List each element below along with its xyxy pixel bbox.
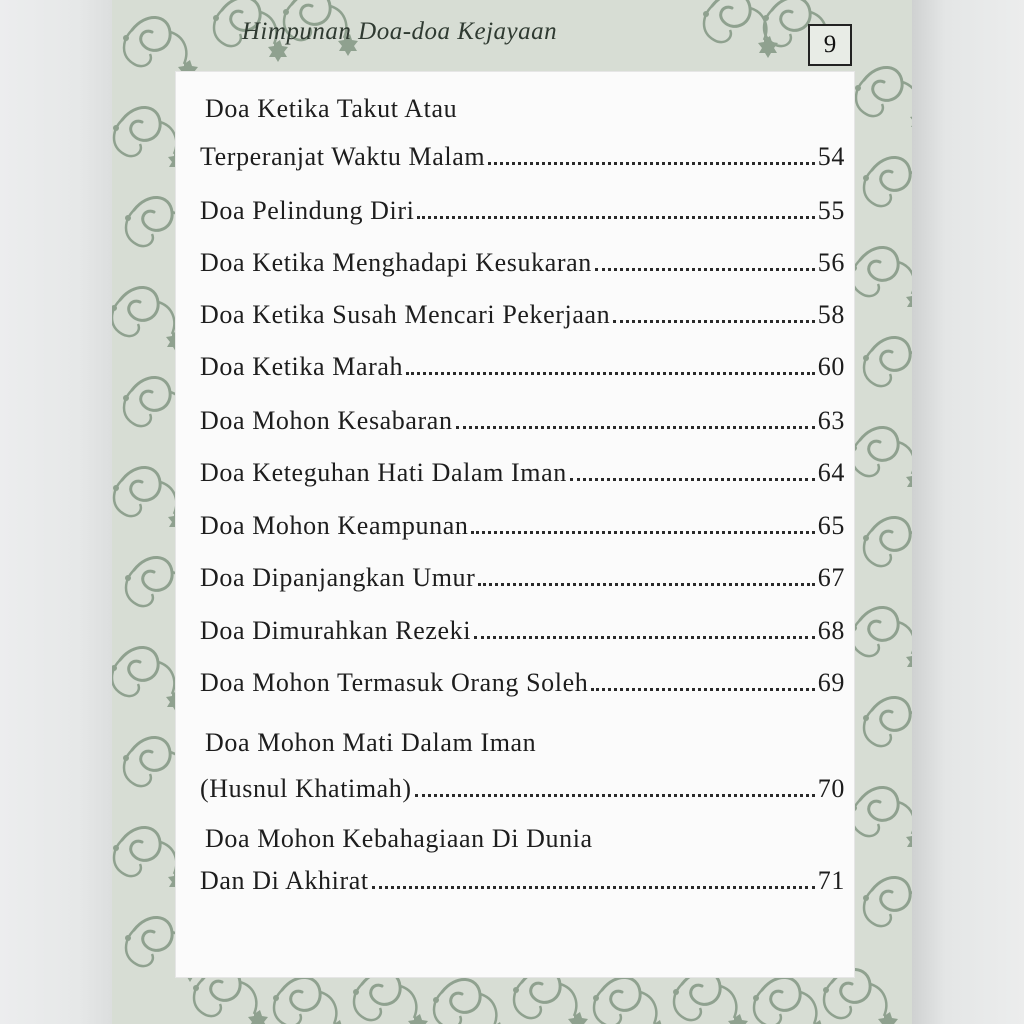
toc-entry [200,452,845,488]
toc-entry [200,505,845,541]
toc-entry [200,557,845,593]
toc-entry [200,346,845,382]
dot-leader [456,426,815,429]
dot-leader [417,216,814,219]
toc-entry-title: Doa Ketika Susah Mencari Pekerjaan [200,300,611,329]
toc-page-number: 54 [817,142,845,171]
toc-entry [200,860,845,896]
toc-entry-title: Doa Mohon Termasuk Orang Soleh [200,668,589,697]
toc-entry-title: Doa Mohon Keampunan [200,511,469,540]
toc-page-number: 60 [817,352,845,381]
toc-page-number: 68 [817,616,845,645]
toc-entry-line1 [205,722,850,758]
toc-page-number: 58 [817,300,845,329]
toc-page-number: 64 [817,458,845,487]
page-number: 9 [808,24,852,66]
toc-entry-title: Doa Mohon Kebahagiaan Di Dunia [205,824,593,853]
toc-entry [200,190,845,226]
toc-entry-title: Doa Dipanjangkan Umur [200,563,476,592]
dot-leader [406,372,815,375]
toc-entry-title: (Husnul Khatimah) [200,774,412,803]
toc-page-number: 55 [817,196,845,225]
toc-page-number: 69 [817,668,845,697]
toc-entry-line1 [205,88,850,124]
toc-entry [200,400,845,436]
toc-page-number: 63 [817,406,845,435]
toc-entry-title: Doa Dimurahkan Rezeki [200,616,472,645]
toc-entry [200,242,845,278]
running-header-title: Himpunan Doa-doa Kejayaan [241,18,558,45]
toc-entry [200,136,845,172]
dot-leader [478,583,814,586]
toc-entry-title: Dan Di Akhirat [200,866,369,895]
toc-entry [200,662,845,698]
toc-page-number: 56 [817,248,845,277]
toc-entry-title: Terperanjat Waktu Malam [200,142,486,171]
book-edge-right [912,0,1024,1024]
toc-entry-title: Doa Ketika Menghadapi Kesukaran [200,248,592,277]
dot-leader [595,268,815,271]
toc-entry [200,294,845,330]
dot-leader [471,531,814,534]
toc-page-number: 67 [817,563,845,592]
dot-leader [474,636,815,639]
toc-entry-title: Doa Mohon Kesabaran [200,406,453,435]
toc-entry-title: Doa Keteguhan Hati Dalam Iman [200,458,567,487]
toc-entry [200,768,845,804]
toc-entry-title: Doa Ketika Takut Atau [205,94,458,123]
book-edge-left [0,0,112,1024]
dot-leader [488,162,815,165]
toc-entry-title: Doa Mohon Mati Dalam Iman [205,728,537,757]
dot-leader [415,794,815,797]
dot-leader [570,478,815,481]
toc-page-number: 65 [817,511,845,540]
toc-page-number: 70 [817,774,845,803]
dot-leader [591,688,814,691]
dot-leader [372,886,815,889]
toc-entry-title: Doa Ketika Marah [200,352,404,381]
toc-entry-line1 [205,818,850,854]
dot-leader [613,320,815,323]
toc-entry [200,610,845,646]
toc-page-number: 71 [817,866,845,895]
toc-entry-title: Doa Pelindung Diri [200,196,415,225]
